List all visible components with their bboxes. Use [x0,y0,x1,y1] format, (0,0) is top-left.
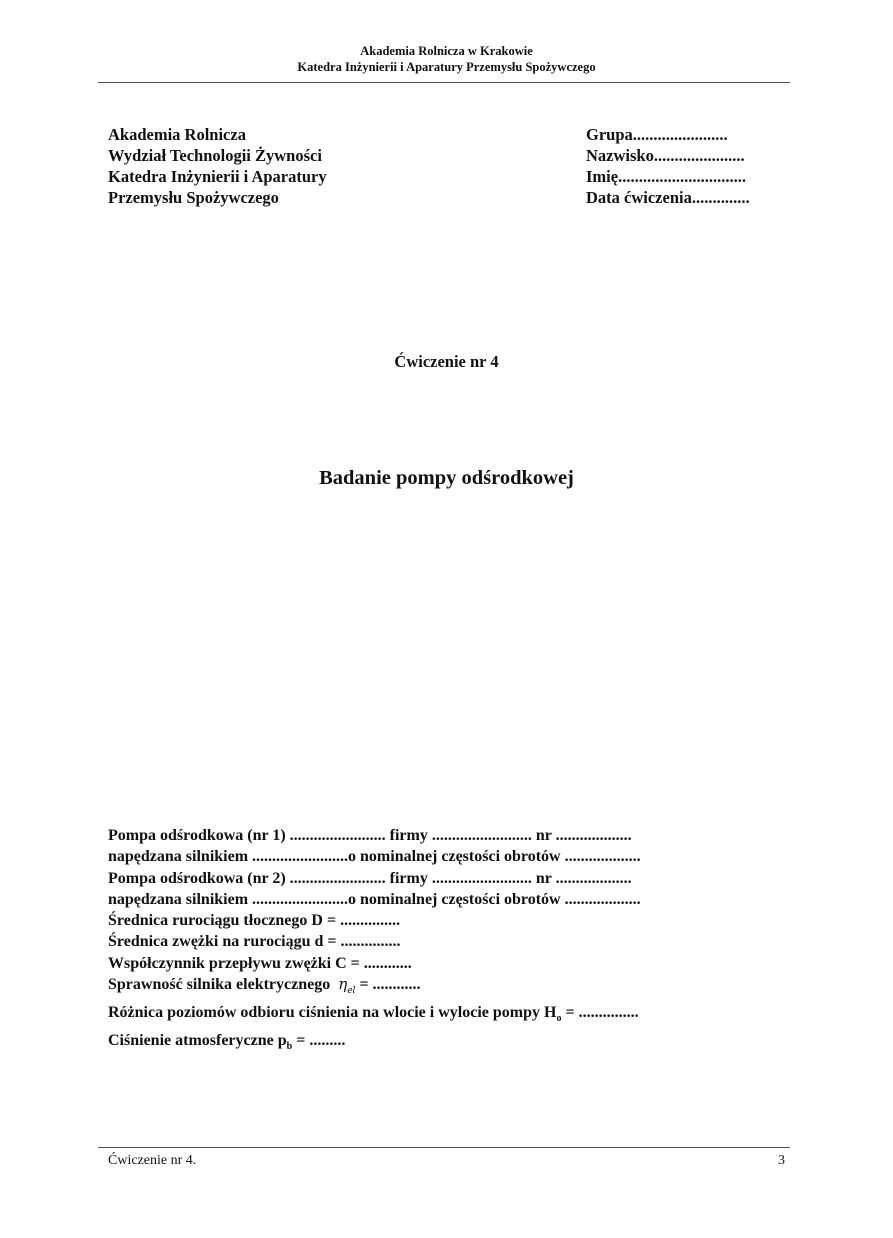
page-number: 3 [778,1153,785,1168]
header-divider [98,82,790,83]
page-header [0,43,893,75]
pump1-field: Pompa odśrodkowa (nr 1) ........................ firmy ......................... nr ................... [108,827,632,844]
motor1-field: napędzana silnikiem ........................o nominalnej częstości obrotów ................... [108,848,641,866]
eta-subscript: el [347,986,356,997]
eta-symbol [338,975,356,997]
firstname-field: Imię............................... [586,167,746,186]
institution-line: Akademia Rolnicza [108,125,246,144]
surname-field: Nazwisko...................... [586,146,745,165]
level-difference-subscript: o [556,1013,562,1025]
level-difference-value: = ............... [561,1004,639,1022]
document-title: Badanie pompy odśrodkowej [319,467,574,489]
motor2-field: napędzana silnikiem ........................o nominalnej częstości obrotów ................... [108,890,641,908]
footer-divider [98,1147,790,1148]
footer-exercise-label: Ćwiczenie nr 4. [108,1153,197,1168]
student-fields-block [586,124,750,208]
institution-line: Wydział Technologii Żywności [108,146,322,165]
eta-glyph: η [338,975,348,994]
measurement-fields [108,825,641,1057]
institution-line: Katedra Inżynierii i Aparatury [108,167,327,186]
pipe-diameter-field: Średnica rurociągu tłocznego D = ............... [108,912,401,930]
atmospheric-pressure-subscript: b [286,1041,293,1053]
orifice-diameter-field: Średnica zwężki na rurociągu d = ............... [108,933,401,951]
motor-efficiency-field [108,974,641,1002]
header-university: Akademia Rolnicza w Krakowie [360,44,533,58]
date-field: Data ćwiczenia.............. [586,188,750,207]
motor-efficiency-label: Sprawność silnika elektrycznego [108,976,331,994]
atmospheric-pressure-field [108,1030,641,1057]
flow-coefficient-field: Współczynnik przepływu zwężki C = ............ [108,954,412,972]
motor-efficiency-value: = ............ [359,976,421,994]
exercise-number: Ćwiczenie nr 4 [394,352,499,371]
atmospheric-pressure-label: Ciśnienie atmosferyczne p [108,1031,287,1049]
institution-block [108,124,327,208]
header-department: Katedra Inżynierii i Aparatury Przemysłu Spożywczego [297,60,596,74]
pump2-field: Pompa odśrodkowa (nr 2) ........................ firmy ......................... nr ................... [108,869,632,887]
level-difference-field [108,1002,641,1029]
institution-line: Przemysłu Spożywczego [108,188,279,207]
group-field: Grupa....................... [586,125,728,144]
level-difference-label: Różnica poziomów odbioru ciśnienia na wlocie i wylocie pompy H [108,1004,557,1022]
atmospheric-pressure-value: = ......... [292,1031,346,1049]
